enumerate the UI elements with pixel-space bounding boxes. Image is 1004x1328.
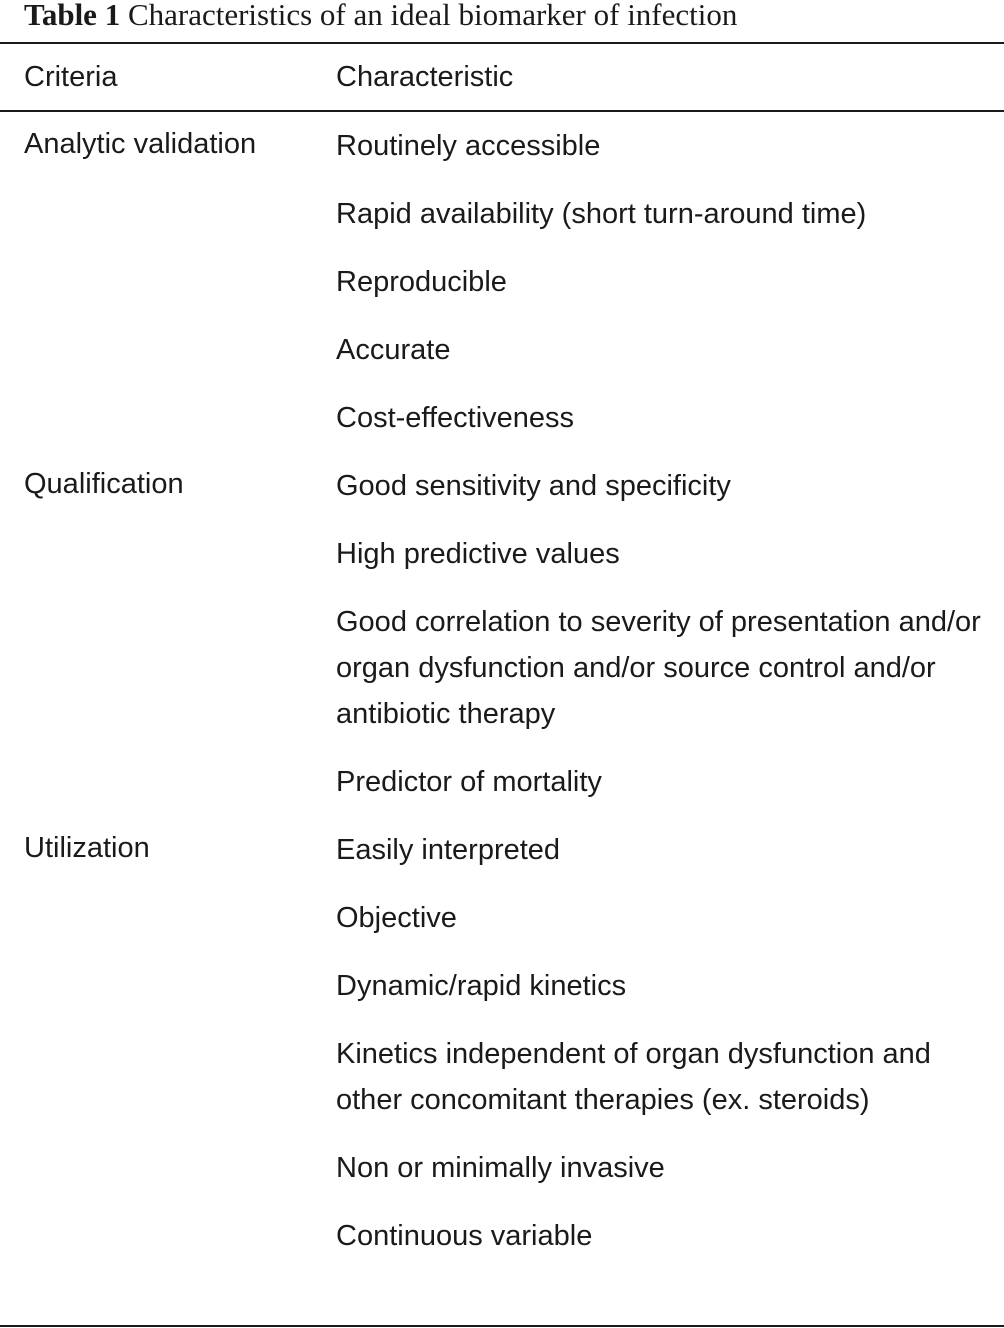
- table-group-qualification: [0, 452, 1004, 816]
- table-group-analytic-validation: [0, 112, 1004, 452]
- characteristic-cell: Dynamic/rapid kinetics: [336, 970, 627, 1002]
- table-caption: [24, 0, 737, 34]
- characteristic-cell: Continuous variable: [336, 1220, 593, 1252]
- characteristic-cell: High predictive values: [336, 538, 620, 570]
- criteria-cell: Utilization: [24, 832, 150, 864]
- characteristic-cell: Routinely accessible: [336, 130, 601, 162]
- characteristic-cell: Cost-effectiveness: [336, 402, 575, 434]
- characteristic-cell: Good sensitivity and specificity: [336, 470, 731, 502]
- table-group-utilization: [0, 816, 1004, 1270]
- characteristic-cell: Objective: [336, 902, 457, 934]
- characteristic-cell: Non or minimally invasive: [336, 1152, 665, 1184]
- characteristic-cell: Predictor of mortality: [336, 766, 602, 798]
- characteristic-cell: Reproducible: [336, 266, 507, 298]
- table-caption-text: Characteristics of an ideal biomarker of infection: [127, 0, 738, 32]
- characteristic-cell: Kinetics independent of organ dysfunction and other concomitant therapies (ex. steroids): [336, 1038, 931, 1116]
- criteria-cell: Analytic validation: [24, 128, 257, 160]
- characteristic-cell: Accurate: [336, 334, 451, 366]
- table-bottom-rule: [0, 1325, 1004, 1327]
- criteria-cell: Qualification: [24, 468, 184, 500]
- characteristic-cell: Good correlation to severity of presentation and/or organ dysfunction and/or source control and/or antibiotic therapy: [336, 606, 981, 730]
- table-body: [0, 112, 1004, 1270]
- header-criteria: Criteria: [24, 61, 118, 93]
- header-characteristic: Characteristic: [336, 61, 514, 93]
- characteristic-cell: Easily interpreted: [336, 834, 561, 866]
- table-header-row: [0, 44, 1004, 110]
- table-caption-label: Table 1: [24, 0, 121, 32]
- characteristic-cell: Rapid availability (short turn-around time): [336, 198, 867, 230]
